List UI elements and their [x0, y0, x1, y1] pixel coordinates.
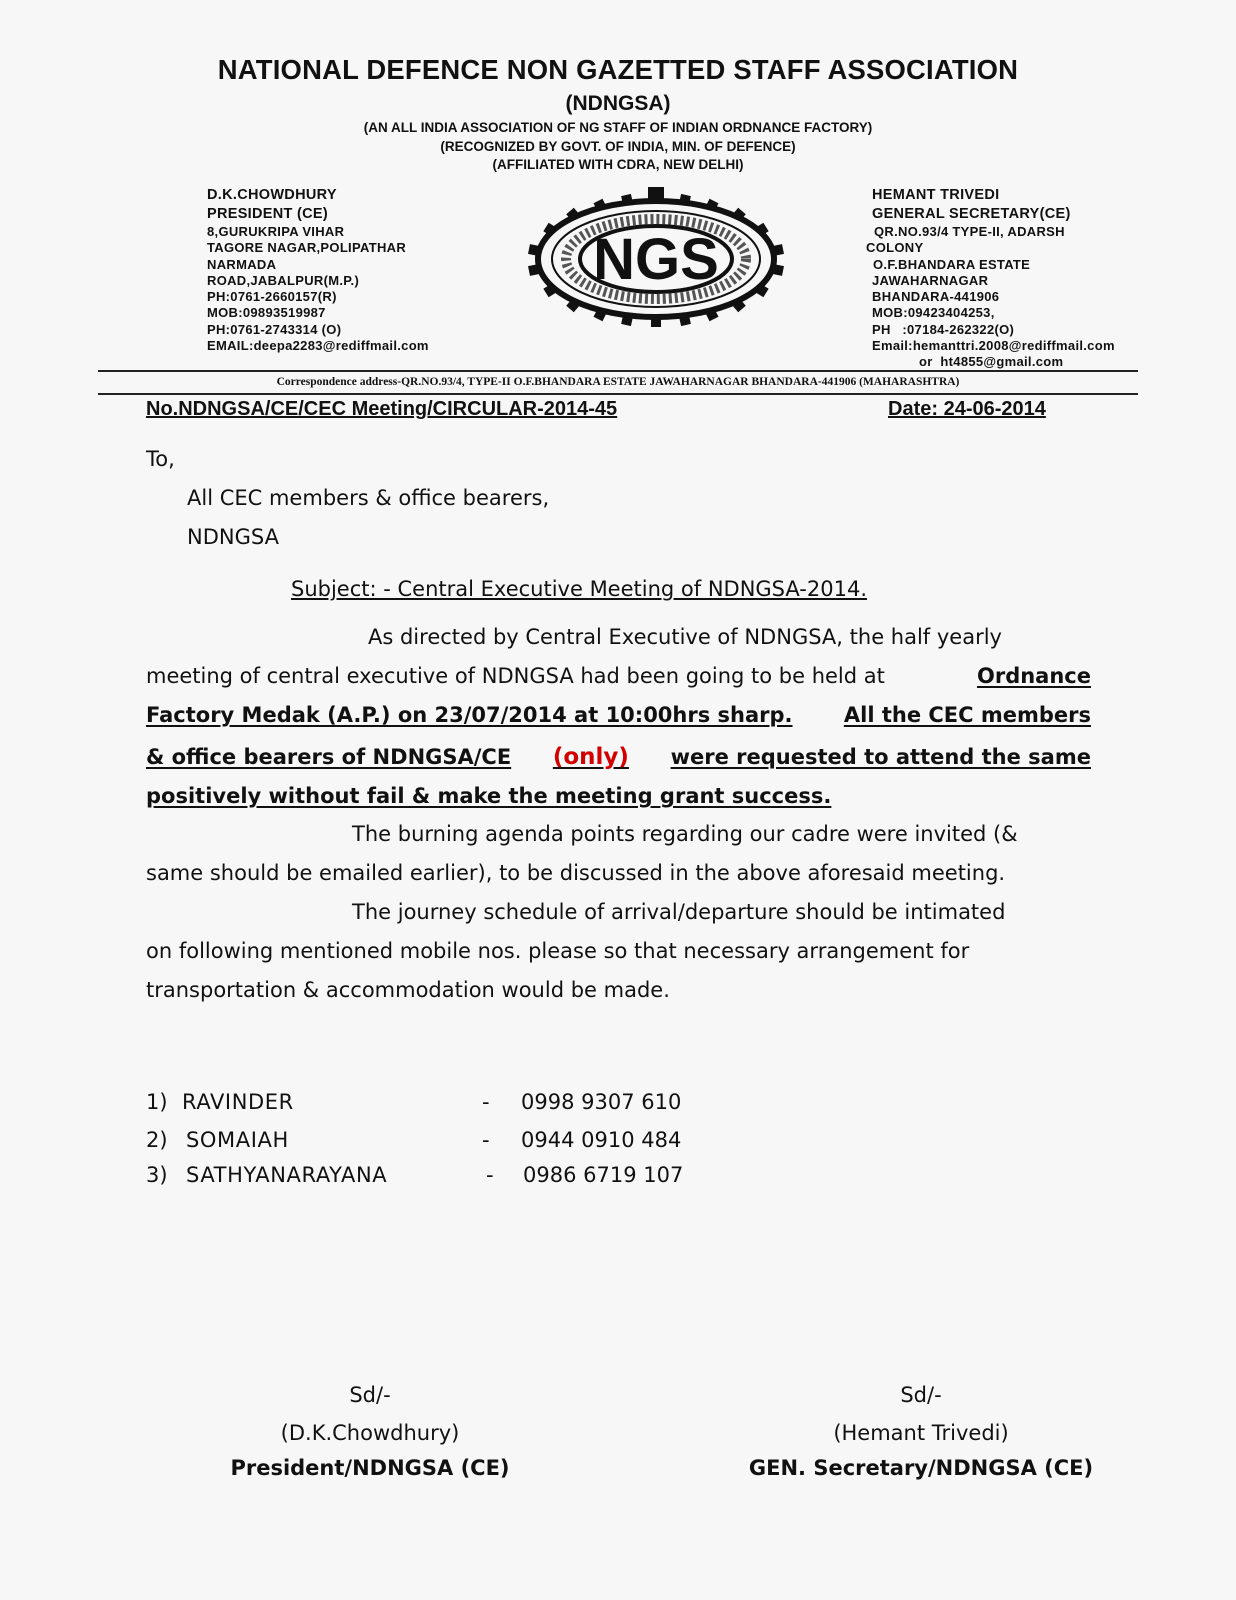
president-name: D.K.CHOWDHURY [207, 187, 337, 203]
general-secretary-address-line: O.F.BHANDARA ESTATE [873, 256, 1031, 272]
paragraph-text: As directed by Central Executive of NDNGSA, the half yearly [368, 625, 1002, 649]
general-secretary-contact-block [866, 186, 1115, 371]
header-divider-top [98, 370, 1138, 372]
header-divider-bottom [98, 393, 1138, 395]
list-number: 3) [146, 1163, 168, 1187]
paragraph-text: The journey schedule of arrival/departure should be intimated [352, 900, 1006, 924]
salutation: To, [146, 447, 175, 471]
president-email: EMAIL:deepa2283@rediffmail.com [207, 338, 429, 354]
signatory-name: (Hemant Trivedi) [833, 1421, 1009, 1445]
president-designation: PRESIDENT (CE) [207, 206, 329, 222]
attendance-instruction: positively without fail & make the meeting grant success. [146, 784, 832, 808]
general-secretary-address-line: BHANDARA-441906 [872, 289, 1000, 305]
attendance-instruction [146, 738, 1091, 777]
organization-recognition: (RECOGNIZED BY GOVT. OF INDIA, MIN. OF DEFENCE) [440, 139, 796, 154]
president-contact-block [207, 186, 429, 354]
general-secretary-designation: GENERAL SECRETARY(CE) [872, 206, 1071, 222]
contact-phone: 0944 0910 484 [521, 1128, 682, 1152]
contact-name: SOMAIAH [186, 1128, 289, 1152]
separator: - [482, 1090, 490, 1114]
recipient-line: All CEC members & office bearers, [187, 486, 550, 510]
contact-name: RAVINDER [182, 1090, 294, 1114]
president-address-line: TAGORE NAGAR,POLIPATHAR [207, 240, 407, 256]
general-secretary-email: Email:hemanttri.2008@rediffmail.com [872, 338, 1115, 354]
paragraph-journey-schedule [146, 893, 1091, 1010]
recipient-organization: NDNGSA [187, 525, 279, 549]
only-highlight: (only) [552, 744, 629, 770]
separator: - [486, 1163, 494, 1187]
general-secretary-address-line: JAWAHARNAGAR [872, 272, 989, 288]
general-secretary-alt-email: or ht4855@gmail.com [919, 354, 1064, 370]
signatory-role: GEN. Secretary/NDNGSA (CE) [748, 1456, 1094, 1480]
general-secretary-signature-block [735, 1376, 1107, 1487]
president-address-line: ROAD,JABALPUR(M.P.) [207, 272, 360, 288]
contact-phone: 0998 9307 610 [521, 1090, 682, 1114]
general-secretary-name: HEMANT TRIVEDI [872, 187, 1000, 203]
organization-title: NATIONAL DEFENCE NON GAZETTED STAFF ASSOCIATION [217, 54, 1019, 85]
paragraph-text: same should be emailed earlier), to be discussed in the above aforesaid meeting. [146, 861, 1006, 885]
ngs-gear-emblem-icon [522, 186, 790, 332]
president-address-line: NARMADA [207, 256, 277, 272]
president-mobile: MOB:09893519987 [207, 305, 326, 321]
list-number: 2) [146, 1128, 168, 1152]
paragraph-meeting-details [146, 618, 1091, 816]
president-phone-office: PH:0761-2743314 (O) [207, 321, 342, 337]
circular-date: Date: 24-06-2014 [888, 398, 1046, 420]
correspondence-address: Correspondence address-QR.NO.93/4, TYPE-II O.F.BHANDARA ESTATE JAWAHARNAGAR BHANDARA-441906 (MAHARASHTRA) [276, 376, 960, 388]
attendance-text: & office bearers of NDNGSA/CE [146, 745, 512, 769]
attendance-instruction: All the CEC members [843, 703, 1091, 727]
attendance-text: were requested to attend the same [670, 745, 1091, 769]
paragraph-text: transportation & accommodation would be made. [146, 978, 670, 1002]
organization-affiliation: (AFFILIATED WITH CDRA, NEW DELHI) [492, 157, 744, 172]
general-secretary-mobile: MOB:09423404253, [872, 305, 995, 321]
signature-sd: Sd/- [900, 1383, 942, 1407]
contact-phone: 0986 6719 107 [523, 1163, 684, 1187]
signature-sd: Sd/- [349, 1383, 391, 1407]
venue-date-time: Factory Medak (A.P.) on 23/07/2014 at 10:00hrs sharp. [146, 703, 793, 727]
subject-line: Subject: - Central Executive Meeting of NDNGSA-2014. [291, 577, 868, 601]
general-secretary-address-line: QR.NO.93/4 TYPE-II, ADARSH [874, 224, 1065, 239]
signatory-name: (D.K.Chowdhury) [280, 1421, 460, 1445]
list-number: 1) [146, 1090, 168, 1114]
contact-name: SATHYANARAYANA [186, 1163, 388, 1187]
circular-reference-number: No.NDNGSA/CE/CEC Meeting/CIRCULAR-2014-45 [146, 398, 618, 420]
organization-description: (AN ALL INDIA ASSOCIATION OF NG STAFF OF INDIAN ORDNANCE FACTORY) [363, 120, 873, 135]
organization-abbreviation: (NDNGSA) [565, 92, 671, 115]
separator: - [482, 1128, 490, 1152]
president-address-line: 8,GURUKRIPA VIHAR [207, 224, 345, 239]
president-signature-block [219, 1376, 521, 1487]
general-secretary-address-line: COLONY [866, 240, 924, 256]
paragraph-text: on following mentioned mobile nos. please so that necessary arrangement for [146, 939, 970, 963]
paragraph-agenda [146, 815, 1091, 893]
signatory-role: President/NDNGSA (CE) [230, 1456, 510, 1480]
general-secretary-phone: PH :07184-262322(O) [872, 321, 1015, 337]
paragraph-text: The burning agenda points regarding our cadre were invited (& [352, 822, 1018, 846]
paragraph-text: meeting of central executive of NDNGSA had been going to be held at [146, 664, 885, 688]
venue-emphasis: Ordnance [976, 664, 1091, 688]
president-phone-residence: PH:0761-2660157(R) [207, 289, 337, 305]
svg-text:NGS: NGS [593, 227, 719, 292]
